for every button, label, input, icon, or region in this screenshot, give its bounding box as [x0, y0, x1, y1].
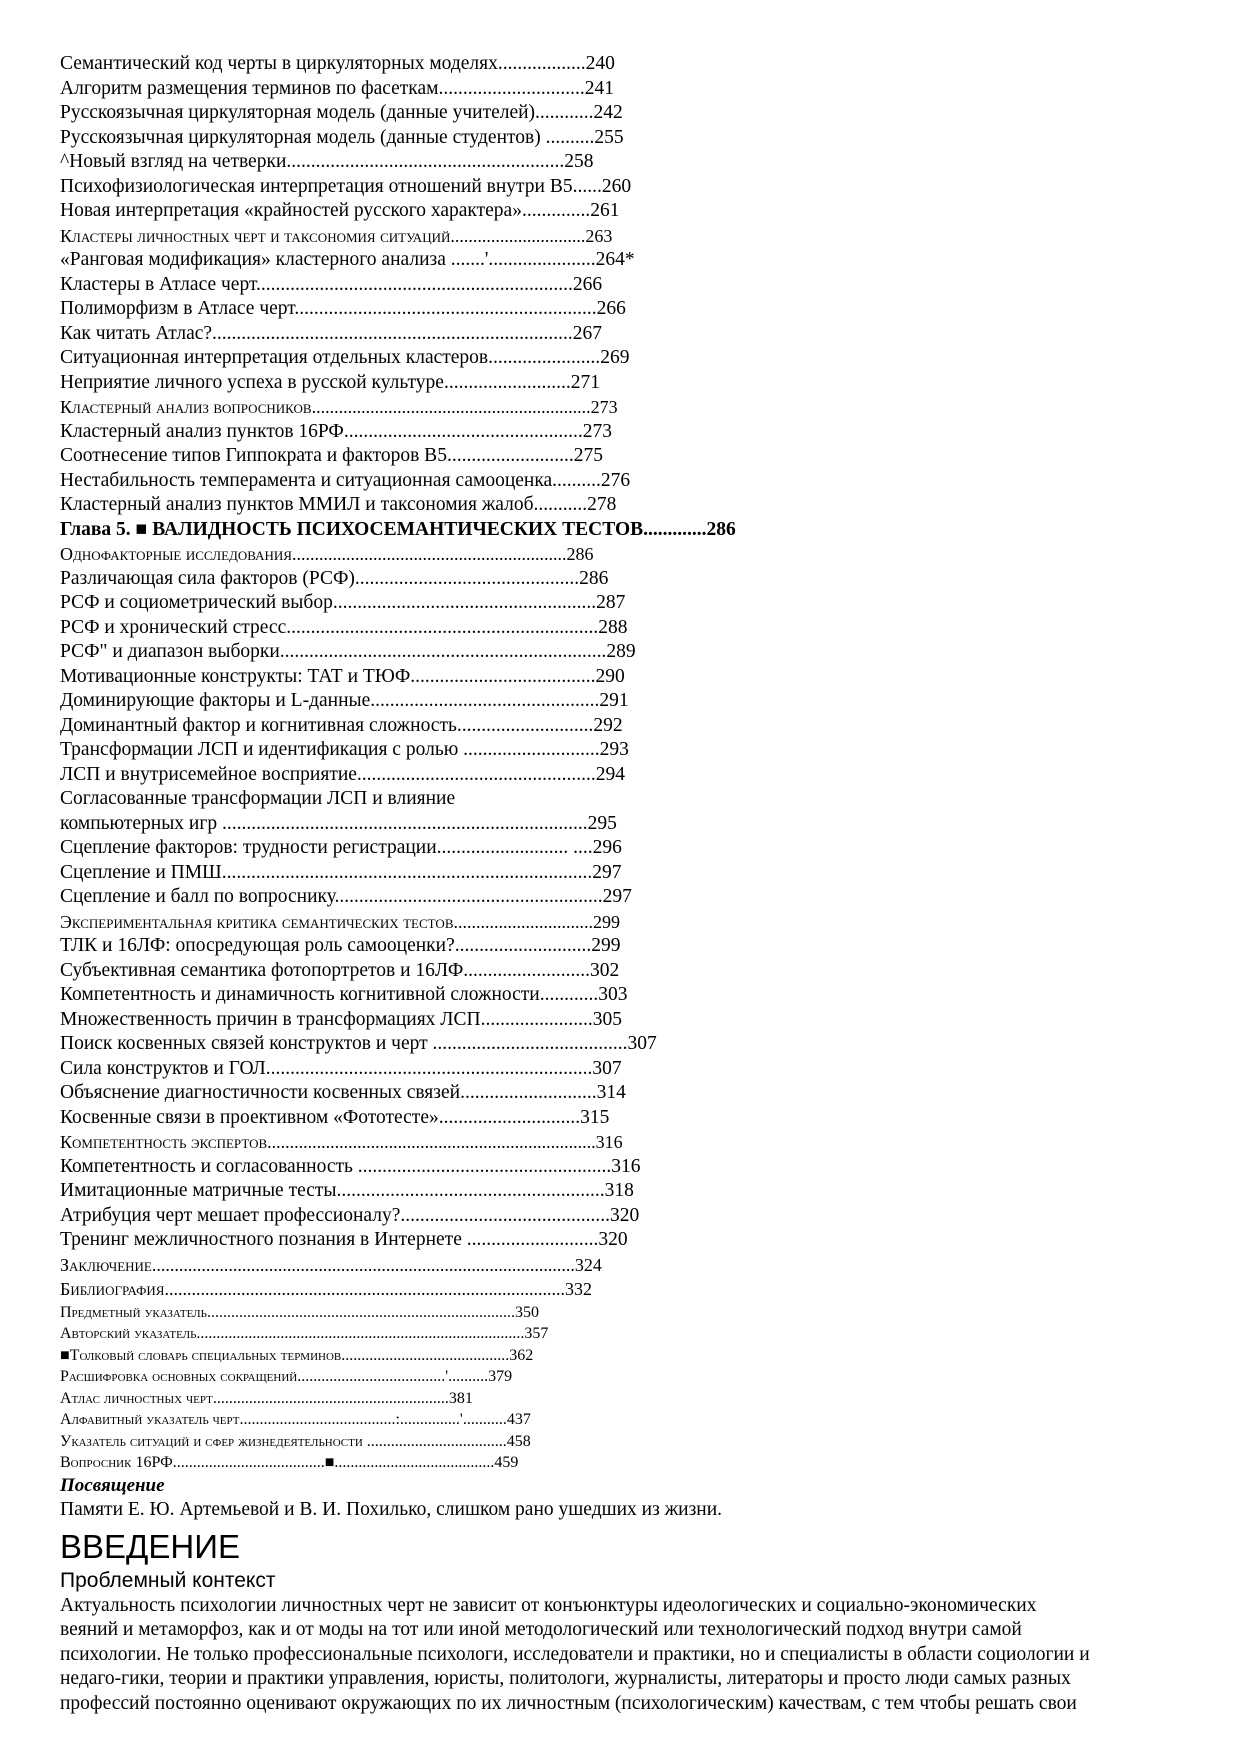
toc-entry: РСФ и социометрический выбор......................................................287	[60, 592, 626, 613]
paragraph-line: недаго-гики, теории и практики управления, юристы, политологи, журналисты, литераторы и просто люди самых разных	[60, 1668, 1071, 1689]
toc-entry: Предметный указатель.............................................................................350	[60, 1303, 539, 1321]
toc-entry: Кластерный анализ вопросников..............................................................273	[60, 397, 618, 417]
toc-entry: Библиография.........................................................................................332	[60, 1279, 592, 1299]
toc-entry: Новая интерпретация «крайностей русского характера»..............261	[60, 200, 620, 221]
toc-entry: Доминирующие факторы и L-данные...............................................291	[60, 690, 629, 711]
dedication-title: Посвящение	[60, 1474, 165, 1496]
toc-entry: Психофизиологическая интерпретация отношений внутри B5......260	[60, 175, 632, 197]
toc-entry: Семантический код черты в циркуляторных моделях..................240	[60, 53, 615, 74]
toc-entry: Компетентность и динамичность когнитивной сложности............303	[60, 984, 628, 1005]
toc-entry: Как читать Атлас?..........................................................................267	[60, 322, 603, 344]
toc-entry: Кластерный анализ пунктов ММИЛ и таксономия жалоб...........278	[60, 494, 617, 515]
toc-entry: Атрибуция черт мешает профессионалу?...........................................320	[60, 1204, 640, 1226]
toc-entry: Вопросник 16РФ......................................■........................................459	[60, 1454, 519, 1471]
dedication-text: Памяти Е. Ю. Артемьевой и В. И. Похилько, слишком рано ушедших из жизни.	[60, 1498, 723, 1520]
toc-entry: Сцепление и балл по вопроснику.......................................................297	[60, 886, 632, 907]
toc-entry: Ситуационная интерпретация отдельных кластеров.......................269	[60, 347, 630, 368]
toc-entry: Расшифровка основных сокращений.....................................'..........379	[60, 1368, 513, 1385]
toc-entry: компьютерных игр ...........................................................................295	[60, 812, 617, 834]
toc-entry: Русскоязычная циркуляторная модель (данные учителей)............242	[60, 102, 623, 123]
toc-entry: Кластеры личностных черт и таксономия ситуаций..............................263	[60, 225, 613, 246]
toc-entry: Однофакторные исследования.............................................................286	[60, 544, 594, 564]
toc-entry: Кластеры в Атласе черт.................................................................266	[60, 273, 603, 295]
toc-entry: Компетентность и согласованность ....................................................316	[60, 1155, 641, 1177]
paragraph-line: веяний и метаморфоз, как и от моды на тот или иной методологический или технологический подход внутри самой	[60, 1619, 1022, 1640]
paragraph-line: Актуальность психологии личностных черт не зависит от конъюнктуры идеологических и социально-экономических	[60, 1594, 1037, 1616]
toc-entry: РСФ" и диапазон выборки...................................................................289	[60, 641, 636, 662]
toc-entry: Атлас личностных черт...........................................................381	[60, 1389, 473, 1407]
toc-entry: ^Новый взгляд на четверки.........................................................258	[60, 151, 594, 172]
toc-entry: Сцепление факторов: трудности регистрации........................... ....296	[60, 837, 622, 858]
toc-entry: ЛСП и внутрисемейное восприятие.................................................294	[60, 763, 626, 785]
toc-entry: ■Толковый словарь специальных терминов..........................................362	[60, 1346, 534, 1364]
toc-entry: Трансформации ЛСП и идентификация с ролью ............................293	[60, 739, 629, 760]
toc-entry: Соотнесение типов Гиппократа и факторов B5..........................275	[60, 445, 603, 466]
introduction-subheading: Проблемный контекст	[60, 1568, 276, 1592]
toc-entry: Кластерный анализ пунктов 16РФ.................................................273	[60, 420, 612, 442]
toc-entry: Экспериментальная критика семантических тестов...............................299	[60, 911, 620, 932]
toc-entry: Субъективная семантика фотопортретов и 16ЛФ..........................302	[60, 959, 620, 981]
toc-entry: Множественность причин в трансформациях ЛСП.......................305	[60, 1008, 622, 1030]
toc-entry: Мотивационные конструкты: ТАТ и ТЮФ......................................290	[60, 665, 625, 687]
introduction-heading: ВВЕДЕНИЕ	[60, 1527, 240, 1565]
toc-entry: Поиск косвенных связей конструктов и черт ........................................307	[60, 1033, 657, 1054]
toc-entry: Неприятие личного успеха в русской культуре..........................271	[60, 371, 600, 393]
paragraph-line: психологии. Не только профессиональные психологи, исследователи и практики, но и специалисты в области социологии и	[60, 1643, 1090, 1665]
document-page	[60, 52, 1180, 1716]
toc-entry: Доминантный фактор и когнитивная сложность............................292	[60, 714, 623, 736]
toc-entry: Косвенные связи в проективном «Фототесте».............................315	[60, 1106, 610, 1128]
toc-entry: Имитационные матричные тесты.......................................................318	[60, 1180, 634, 1201]
introduction-body	[60, 1594, 1180, 1717]
toc-entry: Заключение..............................................................................................324	[60, 1254, 602, 1275]
toc-entry: «Ранговая модификация» кластерного анализа .......'......................264*	[60, 249, 635, 270]
toc-entry: Различающая сила факторов (РСФ)..............................................286	[60, 567, 609, 589]
toc-entry: Нестабильность темперамента и ситуационная самооценка..........276	[60, 469, 631, 491]
toc-entry: Авторский указатель..................................................................................357	[60, 1325, 549, 1342]
toc-entry: Тренинг межличностного познания в Интернете ...........................320	[60, 1229, 628, 1250]
toc-entry: Сцепление и ПМШ............................................................................297	[60, 861, 622, 883]
toc-entry: ТЛК и 16ЛФ: опосредующая роль самооценки?............................299	[60, 935, 621, 956]
toc-entry: Алфавитный указатель черт.......................................:...............'...........437	[60, 1411, 531, 1428]
toc-entry: Русскоязычная циркуляторная модель (данные студентов) ..........255	[60, 126, 624, 148]
toc-entry: Указатель ситуаций и сфер жизнедеятельности ...................................458	[60, 1432, 531, 1450]
toc-entry: Согласованные трансформации ЛСП и влияние	[60, 788, 456, 809]
toc-entry: Полиморфизм в Атласе черт..............................................................266	[60, 298, 626, 319]
toc-entry: Объяснение диагностичности косвенных связей............................314	[60, 1082, 626, 1103]
toc-entry: Алгоритм размещения терминов по фасеткам..............................241	[60, 77, 614, 99]
toc-chapter-heading: Глава 5. ■ ВАЛИДНОСТЬ ПСИХОСЕМАНТИЧЕСКИХ ТЕСТОВ.............286	[60, 518, 736, 540]
toc-entry: Компетентность экспертов.........................................................................316	[60, 1132, 623, 1152]
toc-entry: Сила конструктов и ГОЛ...................................................................307	[60, 1057, 622, 1079]
paragraph-line: профессий постоянно оценивают окружающих по их личностным (психологическим) качествам, с тем чтобы решать свои	[60, 1692, 1077, 1714]
toc-entry: РСФ и хронический стресс................................................................288	[60, 616, 628, 638]
table-of-contents	[60, 52, 1180, 1474]
